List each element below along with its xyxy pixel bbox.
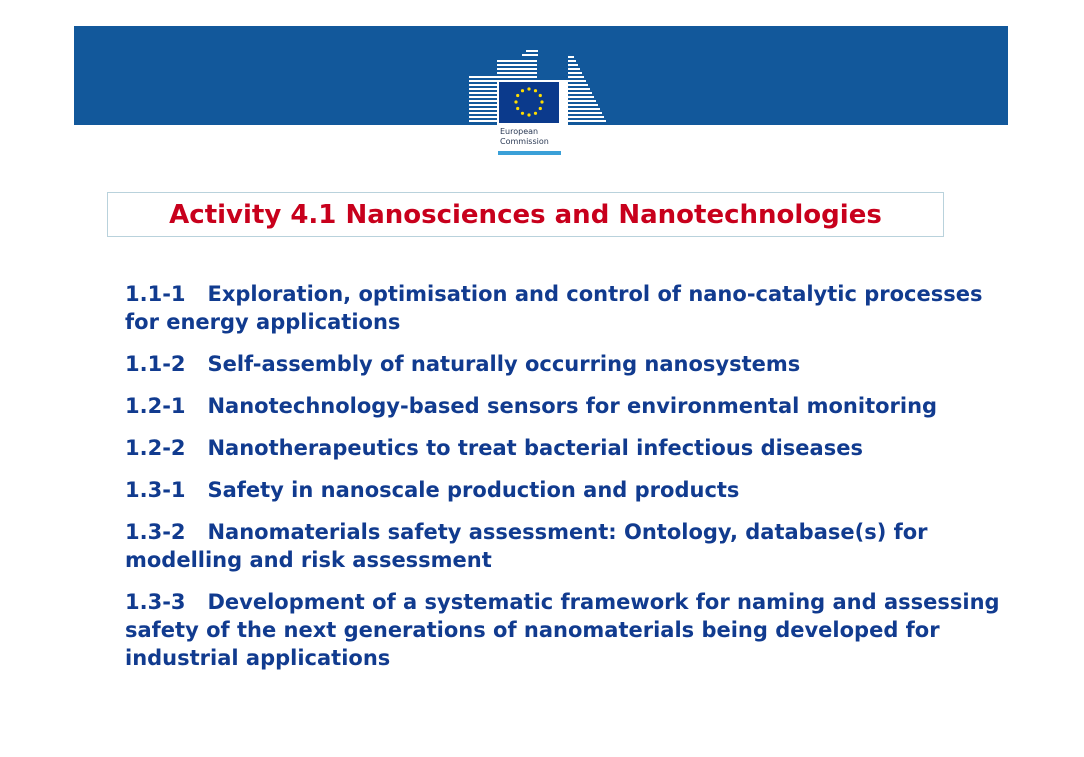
logo-text-line2: Commission <box>500 137 549 146</box>
item-text: Development of a systematic framework for naming and assessing safety of the next generations of nanomaterials being developed for industrial applications <box>125 590 1000 670</box>
item-code: 1.2-2 <box>125 436 186 460</box>
item-text: Nanotechnology-based sensors for environmental monitoring <box>207 394 938 418</box>
item-text: Safety in nanoscale production and products <box>207 478 740 502</box>
item-text: Nanotherapeutics to treat bacterial infectious diseases <box>207 436 863 460</box>
list-item <box>125 476 1005 504</box>
list-item <box>125 350 1005 378</box>
slide-title: Activity 4.1 Nanosciences and Nanotechnologies <box>169 199 882 230</box>
slide-title-box <box>107 192 944 237</box>
item-text: Self-assembly of naturally occurring nanosystems <box>207 352 801 376</box>
item-code: 1.1-1 <box>125 282 186 306</box>
logo-caption <box>500 127 549 147</box>
activity-topic-list <box>125 280 1005 686</box>
list-item <box>125 434 1005 462</box>
list-item <box>125 392 1005 420</box>
item-code: 1.3-2 <box>125 520 186 544</box>
list-item <box>125 518 1005 574</box>
item-text: Nanomaterials safety assessment: Ontology, database(s) for modelling and risk assessment <box>125 520 928 572</box>
list-item <box>125 588 1005 672</box>
item-text: Exploration, optimisation and control of nano-catalytic processes for energy applications <box>125 282 983 334</box>
item-code: 1.2-1 <box>125 394 186 418</box>
item-code: 1.3-3 <box>125 590 186 614</box>
item-code: 1.3-1 <box>125 478 186 502</box>
list-item <box>125 280 1005 336</box>
european-commission-logo <box>466 48 616 160</box>
item-code: 1.1-2 <box>125 352 186 376</box>
logo-text-line1: European <box>500 127 539 136</box>
